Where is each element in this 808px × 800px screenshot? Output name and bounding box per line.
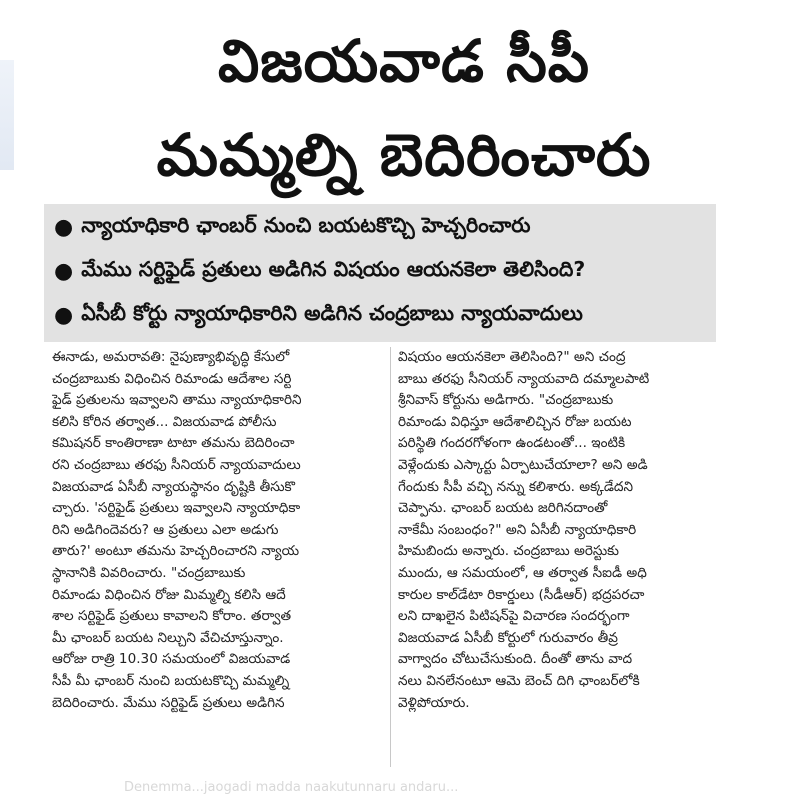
highlight-text: న్యాయాధికారి ఛాంబర్ నుంచి బయటకొచ్చి హెచ్చరించారు <box>81 212 531 237</box>
article-line: లని దాఖలైన పిటిషన్‌పై విచారణ సందర్భంగా <box>398 608 630 625</box>
article-line: శాల సర్టిఫైడ్ ప్రతులు కావాలని కోరాం. తర్వాత <box>52 608 292 625</box>
article-line: సీపీ మీ ఛాంబర్ నుంచి బయటకొచ్చి మమ్మల్ని <box>52 672 290 689</box>
article-line: తారు?' అంటూ తమను హెచ్చరించారని న్యాయ <box>52 543 300 560</box>
highlight-text: మేము సర్టిఫైడ్ ప్రతులు అడిగిన విషయం ఆయనకెలా తెలిసింది? <box>81 256 586 281</box>
article-line: బాబు తరఫు సీనియర్ న్యాయవాది దమ్మాలపాటి <box>398 370 650 387</box>
article-line: నలు వినలేనంటూ ఆమె బెంచ్ దిగి ఛాంబర్‌లోకి <box>398 672 640 689</box>
article-line: రిమాండు విధించిన రోజు మిమ్మల్ని కలిసి ఆదే <box>52 586 286 603</box>
article-line: రిమాండు విధిస్తూ ఆదేశాలిచ్చిన రోజు బయట <box>398 413 632 430</box>
article-line: వెళ్లిపోయారు. <box>398 694 470 711</box>
headline-line-2: మమ్మల్ని బెదిరించారు <box>156 121 652 189</box>
article-line: రని చంద్రబాబు తరఫు సీనియర్ న్యాయవాదులు <box>52 456 301 473</box>
article-line: ఈనాడు, అమరావతి: నైపుణ్యాభివృద్ధి కేసులో <box>52 349 290 365</box>
article-line: స్థానానికి వివరించారు. "చంద్రబాబుకు <box>52 564 246 581</box>
article-line: చంద్రబాబుకు విధించిన రిమాండు ఆదేశాల సర్టి <box>52 370 292 387</box>
article-line: గేందుకు సీపీ వచ్చి నన్ను కలిశారు. అక్కడేదని <box>398 478 634 495</box>
article-left-column <box>52 347 388 714</box>
bullet-dot-icon: ● <box>54 302 74 328</box>
article-line: చ్చారు. 'సర్టిఫైడ్ ప్రతులు ఇవ్వాలని న్యాయాధికా <box>52 500 301 517</box>
article-line: నాకేమీ సంబంధం?" అని ఏసీబీ న్యాయాధికారి <box>398 521 637 538</box>
article-line: కమిషనర్ కాంతిరాణా టాటా తమను బెదిరించా <box>52 435 295 452</box>
headline <box>0 14 808 202</box>
highlight-bullet-3 <box>54 294 714 336</box>
column-divider <box>390 347 391 767</box>
article-line: బెదిరించారు. మేము సర్టిఫైడ్ ప్రతులు అడిగిన <box>52 694 285 711</box>
highlight-bullet-1 <box>54 206 714 248</box>
article-line: ఫైడ్ ప్రతులను ఇవ్వాలని తాము న్యాయాధికారిని <box>52 392 302 409</box>
article-line: విజయవాడ ఏసీబీ న్యాయస్థానం దృష్టికి తీసుకొ <box>52 478 296 495</box>
bullet-dot-icon: ● <box>54 258 74 284</box>
article-line: హిమబిందు అన్నారు. చంద్రబాబు అరెస్టుకు <box>398 543 619 560</box>
article-line: శ్రీనివాస్ కోర్టును అడిగారు. "చంద్రబాబుకు <box>398 392 614 409</box>
article-line: వెళ్లేందుకు ఎస్కార్టు ఏర్పాటుచేయాలా? అని అడి <box>398 456 648 473</box>
article-line: విషయం ఆయనకెలా తెలిసింది?" అని చంద్ర <box>398 349 626 365</box>
article-line: కలిసి కోరిన తర్వాత... విజయవాడ పోలీసు <box>52 413 277 430</box>
article-line: ఆరోజు రాత్రి 10.30 సమయంలో విజయవాడ <box>52 651 291 668</box>
article-right-column <box>398 347 730 714</box>
article-line: వాగ్వాదం చోటుచేసుకుంది. దీంతో తాను వాద <box>398 651 633 668</box>
article-line: రిని అడిగిందెవరు? ఆ ప్రతులు ఎలా అడుగు <box>52 521 279 538</box>
headline-line-1: విజయవాడ సీపీ <box>217 27 591 95</box>
highlight-bullet-2 <box>54 250 714 292</box>
article-line: కారుల కాల్‌డేటా రికార్డులు (సీడీఆర్) భద్రపరచా <box>398 586 645 603</box>
bullet-dot-icon: ● <box>54 214 74 240</box>
article-line: చెప్పాను. ఛాంబర్ బయట జరిగినదాంతో <box>398 500 608 517</box>
article-line: విజయవాడ ఏసీబీ కోర్టులో గురువారం తీవ్ర <box>398 629 618 646</box>
article-line: మీ ఛాంబర్ బయట నిల్చుని వేచిచూస్తున్నాం. <box>52 629 284 646</box>
article-line: పరిస్థితి గందరగోళంగా ఉండటంతో... ఇంటికి <box>398 435 626 452</box>
article-line: ముందు, ఆ సమయంలో, ఆ తర్వాత సీఐడీ అధి <box>398 564 647 581</box>
watermark-text: Denemma...jaogadi madda naakutunnaru andaru... <box>124 780 459 795</box>
highlight-text: ఏసీబీ కోర్టు న్యాయాధికారిని అడిగిన చంద్రబాబు న్యాయవాదులు <box>81 300 583 325</box>
